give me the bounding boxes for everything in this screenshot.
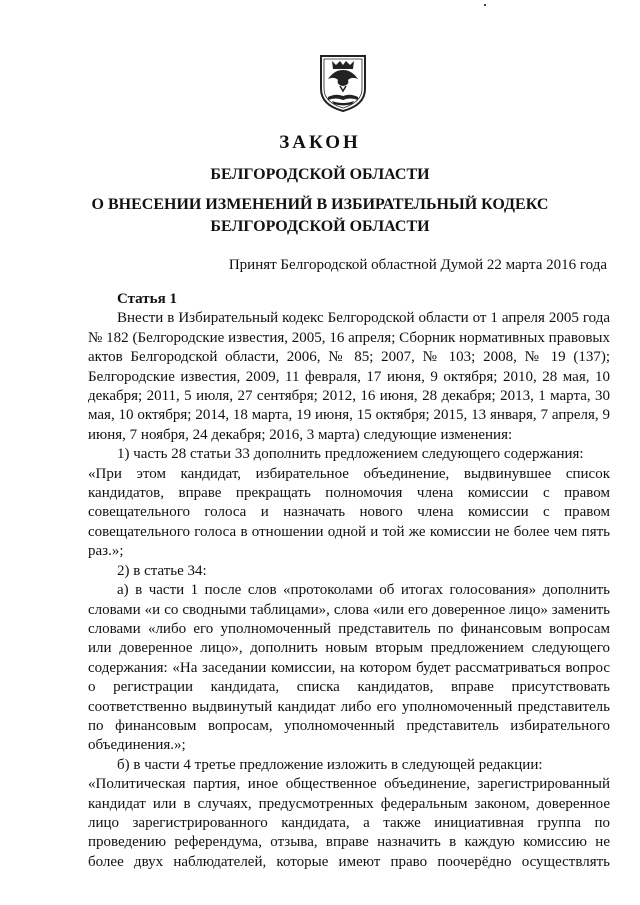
item-2a: а) в части 1 после слов «протоколами об итогах голосования» дополнить словами «и со сводными таблицами», слова «или его доверенное лицо» заменить словами «либо его уполномоченный представитель по финансовым вопросам или доверенное лицо», дополнить новым вторым предложением следующего содержания: «На заседании комиссии, на котором будет рассматриваться вопрос о регистрации кандидата, списка кандидатов, вправе присутствовать соответственно выдвинутый кандидат либо его уполномоченный представитель по финансовым вопросам, уполномоченный представитель избирательного объединения.»; [88,582,610,754]
article-intro: Внести в Избирательный кодекс Белгородской области от 1 апреля 2005 года № 182 (Белгородские известия, 2005, 16 апреля; Сборник нормативных правовых актов Белгородской области, 2006, № 85; 2007, № 103; 2008, № 19 (137); Белгородские известия, 2009, 11 февраля, 17 июня, 9 октября; 2010, 28 мая, 10 декабря; 2011, 5 июля, 27 сентября; 2012, 16 июня, 28 декабря; 2013, 1 марта, 30 мая, 10 октября; 2014, 18 марта, 19 июня, 15 октября; 2015, 13 января, 7 апреля, 9 июня, 7 ноября, 24 декабря; 2016, 3 марта) следующие изменения: [88,310,610,443]
article-heading: Статья 1 [117,291,177,307]
item-2b: б) в части 4 третье предложение изложить в следующей редакции: [117,756,543,773]
subtitle-line-1: О ВНЕСЕНИИ ИЗМЕНЕНИЙ В ИЗБИРАТЕЛЬНЫЙ КОДЕКС [91,196,549,213]
scan-artifact [484,4,486,6]
document-subtitle [0,194,640,238]
document-title: ЗАКОН [279,132,361,153]
document-region: БЕЛГОРОДСКОЙ ОБЛАСТИ [210,166,430,183]
item-2b-quote: «Политическая партия, иное общественное объединение, зарегистрированный кандидат или в случаях, предусмотренных федеральным законом, доверенное лицо зарегистрированного кандидата, а также инициативная группа по проведению референдума, отзыва, вправе назначить в каждую комиссию не более двух наблюдателей, которые имеют право поочерёдно осуществлять [88,776,610,870]
item-2: 2) в статье 34: [117,562,207,579]
subtitle-line-2: БЕЛГОРОДСКОЙ ОБЛАСТИ [210,218,430,235]
belgorod-coat-of-arms-icon [318,53,368,113]
item-1-quote: «При этом кандидат, избирательное объединение, выдвинувшее список кандидатов, вправе прекращать полномочия члена комиссии с правом совещательного голоса и назначать нового члена комиссии с правом совещательного голоса в отношении одной и той же комиссии не более чем пять раз.»; [88,465,610,560]
document-body [88,290,610,872]
adoption-note: Принят Белгородской областной Думой 22 марта 2016 года [228,257,607,273]
item-1: 1) часть 28 статьи 33 дополнить предложением следующего содержания: [117,446,584,463]
